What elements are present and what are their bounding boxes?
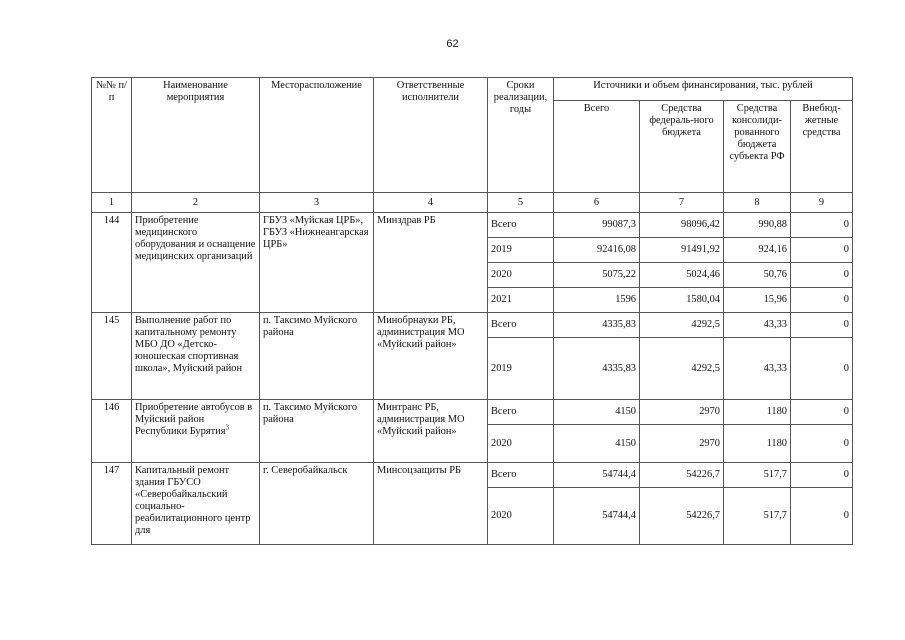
extra-cell: 0 <box>791 400 853 425</box>
federal-cell: 5024,46 <box>640 263 724 288</box>
total-cell: 4335,83 <box>554 313 640 338</box>
column-number: 3 <box>260 193 374 213</box>
regional-cell: 990,88 <box>724 213 791 238</box>
header-total: Всего <box>554 101 640 193</box>
header-terms: Сроки реализации, годы <box>488 78 554 193</box>
row-number: 146 <box>92 400 132 463</box>
location: п. Таксимо Муйского района <box>260 400 374 463</box>
term-cell: 2021 <box>488 288 554 313</box>
column-number: 4 <box>374 193 488 213</box>
measure-name-text: Капитальный ремонт здания ГБУСО «Северобайкальский социально-реабилитационного центр для <box>135 465 251 536</box>
measure-name <box>132 213 260 313</box>
table-row <box>92 400 853 425</box>
location: г. Северобайкальск <box>260 463 374 545</box>
responsible: Минтранс РБ, администрация МО «Муйский район» <box>374 400 488 463</box>
total-cell: 54744,4 <box>554 488 640 545</box>
term-cell: 2019 <box>488 238 554 263</box>
footnote-marker: 3 <box>225 423 229 432</box>
federal-cell: 4292,5 <box>640 338 724 400</box>
extra-cell: 0 <box>791 213 853 238</box>
term-cell: 2020 <box>488 488 554 545</box>
measure-name-text: Приобретение автобусов в Муйский район Республики Бурятия <box>135 402 253 437</box>
regional-cell: 50,76 <box>724 263 791 288</box>
extra-cell: 0 <box>791 263 853 288</box>
measure-name-text: Приобретение медицинского оборудования и оснащение медицинских организаций <box>135 215 256 262</box>
column-number: 8 <box>724 193 791 213</box>
column-number-row <box>92 193 853 213</box>
responsible: Минздрав РБ <box>374 213 488 313</box>
regional-cell: 43,33 <box>724 313 791 338</box>
location: п. Таксимо Муйского района <box>260 313 374 400</box>
regional-cell: 924,16 <box>724 238 791 263</box>
column-number: 5 <box>488 193 554 213</box>
column-number: 6 <box>554 193 640 213</box>
header-funding: Источники и объем финансирования, тыс. рублей <box>554 78 853 101</box>
header-regional: Средства консолиди-рованного бюджета субъекта РФ <box>724 101 791 193</box>
header-responsible: Ответственные исполнители <box>374 78 488 193</box>
federal-cell: 2970 <box>640 425 724 463</box>
term-cell: Всего <box>488 313 554 338</box>
regional-cell: 43,33 <box>724 338 791 400</box>
column-number: 9 <box>791 193 853 213</box>
location: ГБУЗ «Муйская ЦРБ», ГБУЗ «Нижнеангарская ЦРБ» <box>260 213 374 313</box>
header-name: Наименование мероприятия <box>132 78 260 193</box>
total-cell: 4150 <box>554 425 640 463</box>
extra-cell: 0 <box>791 338 853 400</box>
term-cell: Всего <box>488 400 554 425</box>
federal-cell: 2970 <box>640 400 724 425</box>
total-cell: 4335,83 <box>554 338 640 400</box>
total-cell: 1596 <box>554 288 640 313</box>
total-cell: 5075,22 <box>554 263 640 288</box>
federal-cell: 54226,7 <box>640 488 724 545</box>
measure-name <box>132 463 260 545</box>
table-row <box>92 463 853 488</box>
header-extra: Внебюд-жетные средства <box>791 101 853 193</box>
extra-cell: 0 <box>791 463 853 488</box>
federal-cell: 54226,7 <box>640 463 724 488</box>
extra-cell: 0 <box>791 313 853 338</box>
column-number: 1 <box>92 193 132 213</box>
table-body <box>92 213 853 545</box>
total-cell: 54744,4 <box>554 463 640 488</box>
regional-cell: 15,96 <box>724 288 791 313</box>
row-number: 145 <box>92 313 132 400</box>
column-number: 7 <box>640 193 724 213</box>
column-number: 2 <box>132 193 260 213</box>
header-location: Месторасположение <box>260 78 374 193</box>
term-cell: Всего <box>488 213 554 238</box>
total-cell: 92416,08 <box>554 238 640 263</box>
term-cell: Всего <box>488 463 554 488</box>
total-cell: 4150 <box>554 400 640 425</box>
term-cell: 2020 <box>488 263 554 288</box>
header-num: №№ п/п <box>92 78 132 193</box>
federal-cell: 1580,04 <box>640 288 724 313</box>
extra-cell: 0 <box>791 288 853 313</box>
regional-cell: 1180 <box>724 425 791 463</box>
page-number: 62 <box>446 38 459 50</box>
measure-name <box>132 400 260 463</box>
row-number: 144 <box>92 213 132 313</box>
regional-cell: 517,7 <box>724 463 791 488</box>
total-cell: 99087,3 <box>554 213 640 238</box>
measure-name-text: Выполнение работ по капитальному ремонту МБО ДО «Детско-юношеская спортивная школа», Муйский район <box>135 315 243 374</box>
table-row <box>92 213 853 238</box>
extra-cell: 0 <box>791 238 853 263</box>
regional-cell: 1180 <box>724 400 791 425</box>
measure-name <box>132 313 260 400</box>
federal-cell: 91491,92 <box>640 238 724 263</box>
extra-cell: 0 <box>791 425 853 463</box>
funding-table <box>91 77 853 545</box>
term-cell: 2019 <box>488 338 554 400</box>
responsible: Минобрнауки РБ, администрация МО «Муйский район» <box>374 313 488 400</box>
responsible: Минсоцзащиты РБ <box>374 463 488 545</box>
federal-cell: 4292,5 <box>640 313 724 338</box>
row-number: 147 <box>92 463 132 545</box>
term-cell: 2020 <box>488 425 554 463</box>
federal-cell: 98096,42 <box>640 213 724 238</box>
extra-cell: 0 <box>791 488 853 545</box>
header-federal: Средства федераль-ного бюджета <box>640 101 724 193</box>
regional-cell: 517,7 <box>724 488 791 545</box>
table-row <box>92 313 853 338</box>
